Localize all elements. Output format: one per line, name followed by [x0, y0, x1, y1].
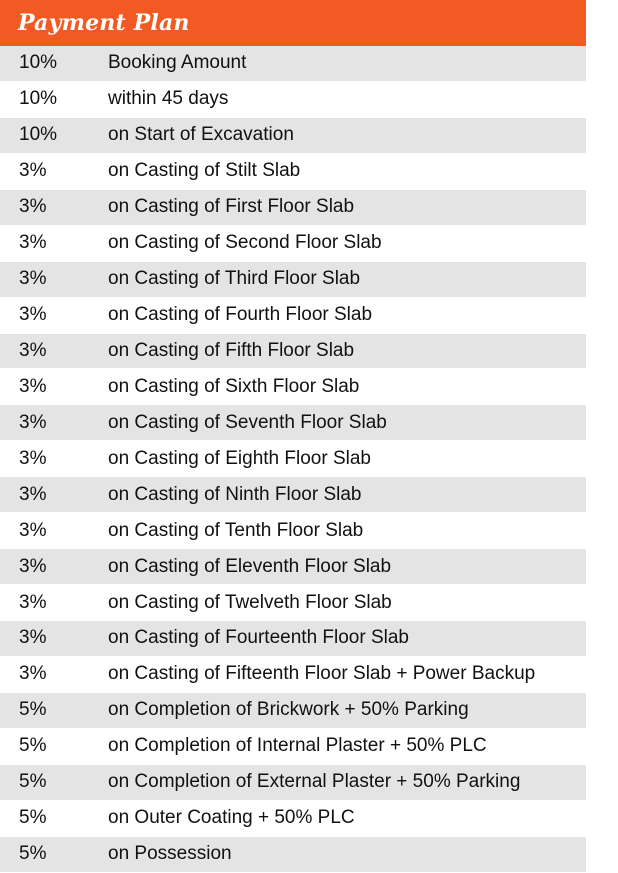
table-row	[0, 226, 586, 262]
installment-percent: 10%	[19, 88, 58, 110]
table-row	[0, 657, 586, 693]
installment-percent: 3%	[19, 519, 47, 541]
installment-percent: 5%	[19, 807, 47, 829]
installment-percent: 3%	[19, 375, 47, 397]
installment-description: on Completion of Internal Plaster + 50% PLC	[108, 735, 487, 757]
installment-percent: 3%	[19, 483, 47, 505]
table-row	[0, 837, 586, 873]
table-row	[0, 262, 586, 298]
installment-percent: 3%	[19, 591, 47, 613]
payment-plan-title: Payment Plan	[18, 10, 190, 36]
installment-percent: 3%	[19, 339, 47, 361]
installment-description: on Casting of Eighth Floor Slab	[108, 447, 371, 469]
installment-description: on Casting of Sixth Floor Slab	[108, 375, 360, 397]
installment-description: on Casting of Fourteenth Floor Slab	[108, 627, 410, 649]
installment-description: on Casting of Eleventh Floor Slab	[108, 555, 392, 577]
table-row	[0, 190, 586, 226]
installment-percent: 3%	[19, 663, 47, 685]
installment-percent: 3%	[19, 627, 47, 649]
installment-description: on Casting of First Floor Slab	[108, 196, 355, 218]
table-row	[0, 118, 586, 154]
installment-description: on Casting of Fifth Floor Slab	[108, 339, 355, 361]
installment-description: on Outer Coating + 50% PLC	[108, 807, 355, 829]
payment-plan-rows	[0, 46, 586, 873]
table-row	[0, 441, 586, 477]
table-row	[0, 729, 586, 765]
installment-description: on Casting of Ninth Floor Slab	[108, 483, 362, 505]
installment-description: on Start of Excavation	[108, 124, 294, 146]
installment-description: on Completion of External Plaster + 50% Parking	[108, 771, 521, 793]
table-row	[0, 334, 586, 370]
table-row	[0, 82, 586, 118]
table-row	[0, 621, 586, 657]
table-row	[0, 693, 586, 729]
table-row	[0, 405, 586, 441]
installment-description: within 45 days	[108, 88, 229, 110]
installment-percent: 3%	[19, 411, 47, 433]
table-row	[0, 585, 586, 621]
installment-description: on Possession	[108, 843, 232, 865]
installment-description: on Casting of Tenth Floor Slab	[108, 519, 364, 541]
installment-percent: 5%	[19, 843, 47, 865]
installment-percent: 3%	[19, 196, 47, 218]
table-row	[0, 477, 586, 513]
installment-percent: 5%	[19, 699, 47, 721]
installment-description: on Casting of Fourth Floor Slab	[108, 304, 373, 326]
installment-description: on Casting of Twelveth Floor Slab	[108, 591, 392, 613]
installment-percent: 3%	[19, 555, 47, 577]
table-row	[0, 513, 586, 549]
installment-percent: 3%	[19, 232, 47, 254]
table-row	[0, 298, 586, 334]
table-row	[0, 801, 586, 837]
installment-description: on Casting of Second Floor Slab	[108, 232, 382, 254]
installment-description: on Casting of Seventh Floor Slab	[108, 411, 387, 433]
installment-percent: 3%	[19, 447, 47, 469]
installment-percent: 5%	[19, 735, 47, 757]
installment-percent: 3%	[19, 160, 47, 182]
table-row	[0, 549, 586, 585]
installment-percent: 10%	[19, 124, 58, 146]
payment-plan-header	[0, 0, 586, 46]
table-row	[0, 46, 586, 82]
table-row	[0, 369, 586, 405]
installment-percent: 10%	[19, 52, 58, 74]
installment-percent: 3%	[19, 268, 47, 290]
installment-percent: 3%	[19, 304, 47, 326]
table-row	[0, 765, 586, 801]
installment-description: on Casting of Fifteenth Floor Slab + Power Backup	[108, 663, 536, 685]
installment-description: on Casting of Third Floor Slab	[108, 268, 361, 290]
table-row	[0, 154, 586, 190]
installment-description: on Casting of Stilt Slab	[108, 160, 301, 182]
installment-description: Booking Amount	[108, 52, 247, 74]
installment-description: on Completion of Brickwork + 50% Parking	[108, 699, 469, 721]
installment-percent: 5%	[19, 771, 47, 793]
